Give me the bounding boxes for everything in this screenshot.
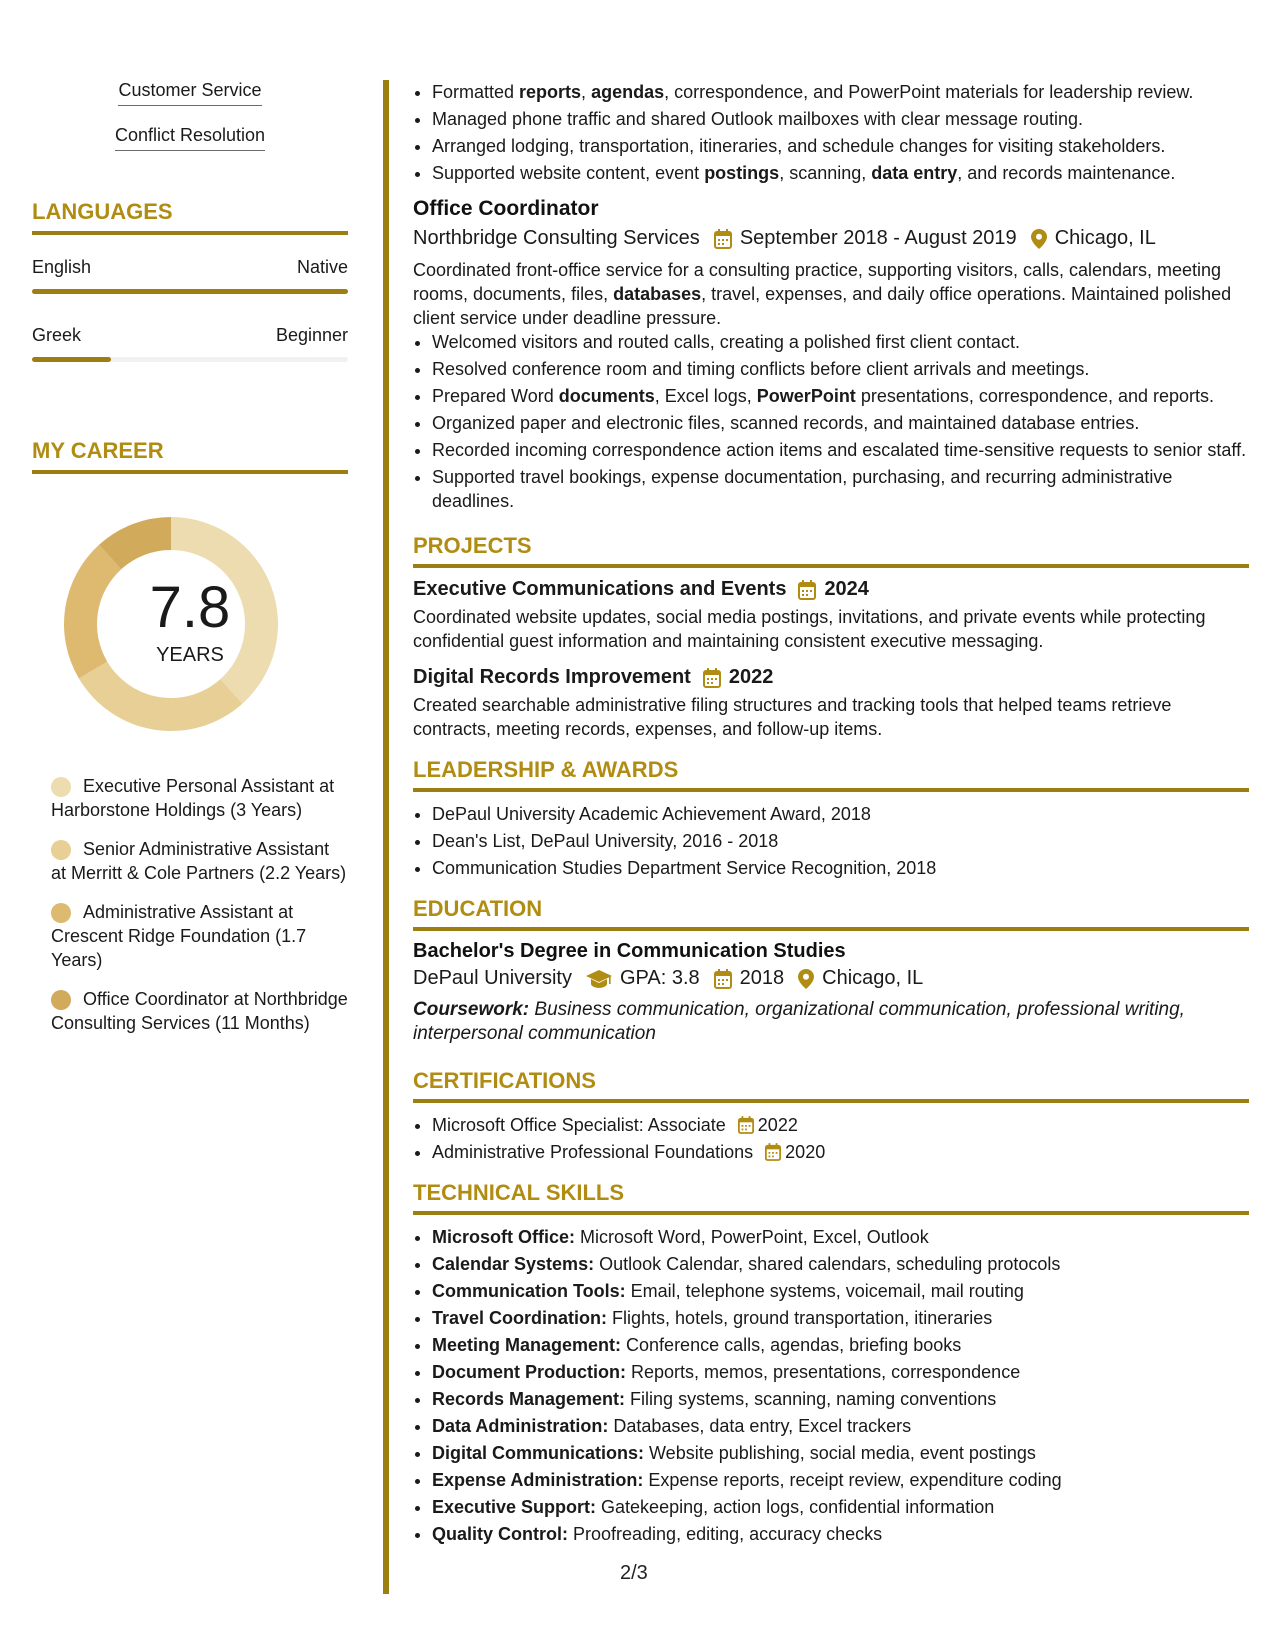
job-company: Northbridge Consulting Services: [413, 227, 700, 249]
awards-title: LEADERSHIP & AWARDS: [413, 757, 1249, 792]
gpa: GPA: 3.8: [619, 967, 700, 989]
career-donut: [32, 504, 348, 744]
cert-item: • Microsoft Office Specialist: Associate 2022: [432, 1113, 1249, 1137]
bullet-item: • Prepared Word documents, Excel logs, PowerPoint presentations, correspondence, and reports.: [432, 384, 1249, 408]
location-pin-icon: [1031, 229, 1047, 249]
tech-skill-item: • Records Management: Filing systems, scanning, naming conventions: [432, 1387, 1249, 1411]
language-item: [32, 325, 348, 362]
tech-skill-item: • Document Production: Reports, memos, presentations, correspondence: [432, 1360, 1249, 1384]
page-number: 2/3: [620, 1562, 648, 1584]
legend-dot-icon: [51, 990, 71, 1010]
calendar-icon: [738, 1116, 754, 1134]
tech-skill-item: • Meeting Management: Conference calls, agendas, briefing books: [432, 1333, 1249, 1357]
project-title: Digital Records Improvement 2022: [413, 666, 774, 688]
tech-skill-item: • Data Administration: Databases, data entry, Excel trackers: [432, 1414, 1249, 1438]
bullet-item: • Arranged lodging, transportation, itineraries, and schedule changes for visiting stakeholders.: [432, 134, 1249, 158]
bullet-item: • Formatted reports, agendas, correspondence, and PowerPoint materials for leadership review.: [432, 80, 1249, 104]
legend-dot-icon: [51, 903, 71, 923]
certifications-title: CERTIFICATIONS: [413, 1068, 1249, 1103]
column-divider: [383, 80, 389, 1594]
technical-skills-title: TECHNICAL SKILLS: [413, 1180, 1249, 1215]
bullet-item: • Organized paper and electronic files, scanned records, and maintained database entries.: [432, 411, 1249, 435]
calendar-icon: [798, 580, 816, 600]
tech-skill-item: • Expense Administration: Expense reports, receipt review, expenditure coding: [432, 1468, 1249, 1492]
legend-dot-icon: [51, 840, 71, 860]
tech-skill-item: • Quality Control: Proofreading, editing, accuracy checks: [432, 1522, 1249, 1546]
tech-skill-item: • Communication Tools: Email, telephone systems, voicemail, mail routing: [432, 1279, 1249, 1303]
tech-skill-item: • Digital Communications: Website publishing, social media, event postings: [432, 1441, 1249, 1465]
project-title: Executive Communications and Events 2024: [413, 578, 869, 600]
school-location: Chicago, IL: [822, 967, 924, 989]
languages-title: LANGUAGES: [32, 199, 348, 235]
project-desc: Created searchable administrative filing structures and tracking tools that helped teams retrieve contracts, meeting records, expenses, and follow-up items.: [413, 695, 1172, 739]
career-unit: YEARS: [156, 644, 224, 666]
job-meta: [413, 227, 1249, 250]
award-item: • Dean's List, DePaul University, 2016 - 2018: [432, 829, 1249, 853]
language-name: Greek: [32, 325, 82, 345]
language-bar-fill: [32, 357, 111, 362]
award-item: • DePaul University Academic Achievement Award, 2018: [432, 802, 1249, 826]
legend-dot-icon: [51, 777, 71, 797]
job-title: Office Coordinator: [413, 197, 599, 220]
calendar-icon: [765, 1143, 781, 1161]
tech-skill-item: • Calendar Systems: Outlook Calendar, shared calendars, scheduling protocols: [432, 1252, 1249, 1276]
education-meta: [413, 967, 1249, 990]
graduation-cap-icon: [586, 970, 612, 988]
certifications-list: [413, 1113, 1249, 1164]
bullet-item: • Supported travel bookings, expense documentation, purchasing, and recurring administrative deadlines.: [432, 465, 1249, 513]
language-level: Beginner: [275, 325, 348, 345]
bullet-item: • Managed phone traffic and shared Outlook mailboxes with clear message routing.: [432, 107, 1249, 131]
language-bar: [32, 357, 348, 362]
technical-skills-list: [413, 1225, 1249, 1546]
prev-job-bullets: [413, 80, 1249, 185]
school-name: DePaul University: [413, 967, 572, 989]
graduation-year: 2018: [739, 967, 785, 989]
award-item: • Communication Studies Department Service Recognition, 2018: [432, 856, 1249, 880]
project-desc: Coordinated website updates, social media postings, invitations, and private events while protecting confidential guest information and maintaining consistent executive messaging.: [413, 607, 1206, 651]
calendar-icon: [714, 229, 732, 249]
language-bar: [32, 289, 348, 294]
language-item: [32, 257, 348, 294]
projects-title: PROJECTS: [413, 533, 1249, 568]
project-year: 2024: [824, 578, 869, 600]
skill-tag: Conflict Resolution: [115, 125, 265, 151]
language-bar-fill: [32, 289, 348, 294]
calendar-icon: [714, 969, 732, 989]
calendar-icon: [703, 668, 721, 688]
language-level: Native: [296, 257, 348, 277]
donut-slice: [79, 662, 243, 731]
main-content: [413, 80, 1249, 1549]
language-name: English: [32, 257, 92, 277]
sidebar: [32, 80, 348, 1050]
awards-list: [413, 802, 1249, 880]
career-legend: [32, 774, 348, 1035]
cert-item: • Administrative Professional Foundations 2020: [432, 1140, 1249, 1164]
job-dates: September 2018 - August 2019: [739, 227, 1017, 249]
career-legend-item: Executive Personal Assistant at Harborstone Holdings (3 Years): [51, 776, 335, 820]
tech-skill-item: • Executive Support: Gatekeeping, action logs, confidential information: [432, 1495, 1249, 1519]
bullet-item: • Recorded incoming correspondence action items and escalated time-sensitive requests to senior staff.: [432, 438, 1249, 462]
job-bullets: [413, 330, 1249, 513]
skill-tag: Customer Service: [118, 80, 261, 106]
bullet-item: • Welcomed visitors and routed calls, creating a polished first client contact.: [432, 330, 1249, 354]
coursework: Coursework: Business communication, organizational communication, professional writing, interpersonal communication: [413, 999, 1185, 1044]
location-pin-icon: [798, 969, 814, 989]
bullet-item: • Supported website content, event postings, scanning, data entry, and records maintenance.: [432, 161, 1249, 185]
career-legend-item: Administrative Assistant at Crescent Ridge Foundation (1.7 Years): [51, 902, 307, 970]
career-legend-item: Office Coordinator at Northbridge Consulting Services (11 Months): [51, 989, 348, 1033]
tech-skill-item: • Microsoft Office: Microsoft Word, PowerPoint, Excel, Outlook: [432, 1225, 1249, 1249]
career-title: MY CAREER: [32, 438, 348, 474]
job-summary: Coordinated front-office service for a consulting practice, supporting visitors, calls, calendars, meeting rooms, documents, files, databases, travel, expenses, and daily office operations. Maintained polished client service under deadline pressure.: [413, 260, 1232, 328]
career-total: 7.8: [149, 575, 231, 640]
career-legend-item: Senior Administrative Assistant at Merritt & Cole Partners (2.2 Years): [51, 839, 347, 883]
tech-skill-item: • Travel Coordination: Flights, hotels, ground transportation, itineraries: [432, 1306, 1249, 1330]
education-title: EDUCATION: [413, 896, 1249, 931]
job-location: Chicago, IL: [1054, 227, 1156, 249]
project-year: 2022: [728, 666, 774, 688]
degree-title: Bachelor's Degree in Communication Studies: [413, 940, 846, 962]
bullet-item: • Resolved conference room and timing conflicts before client arrivals and meetings.: [432, 357, 1249, 381]
